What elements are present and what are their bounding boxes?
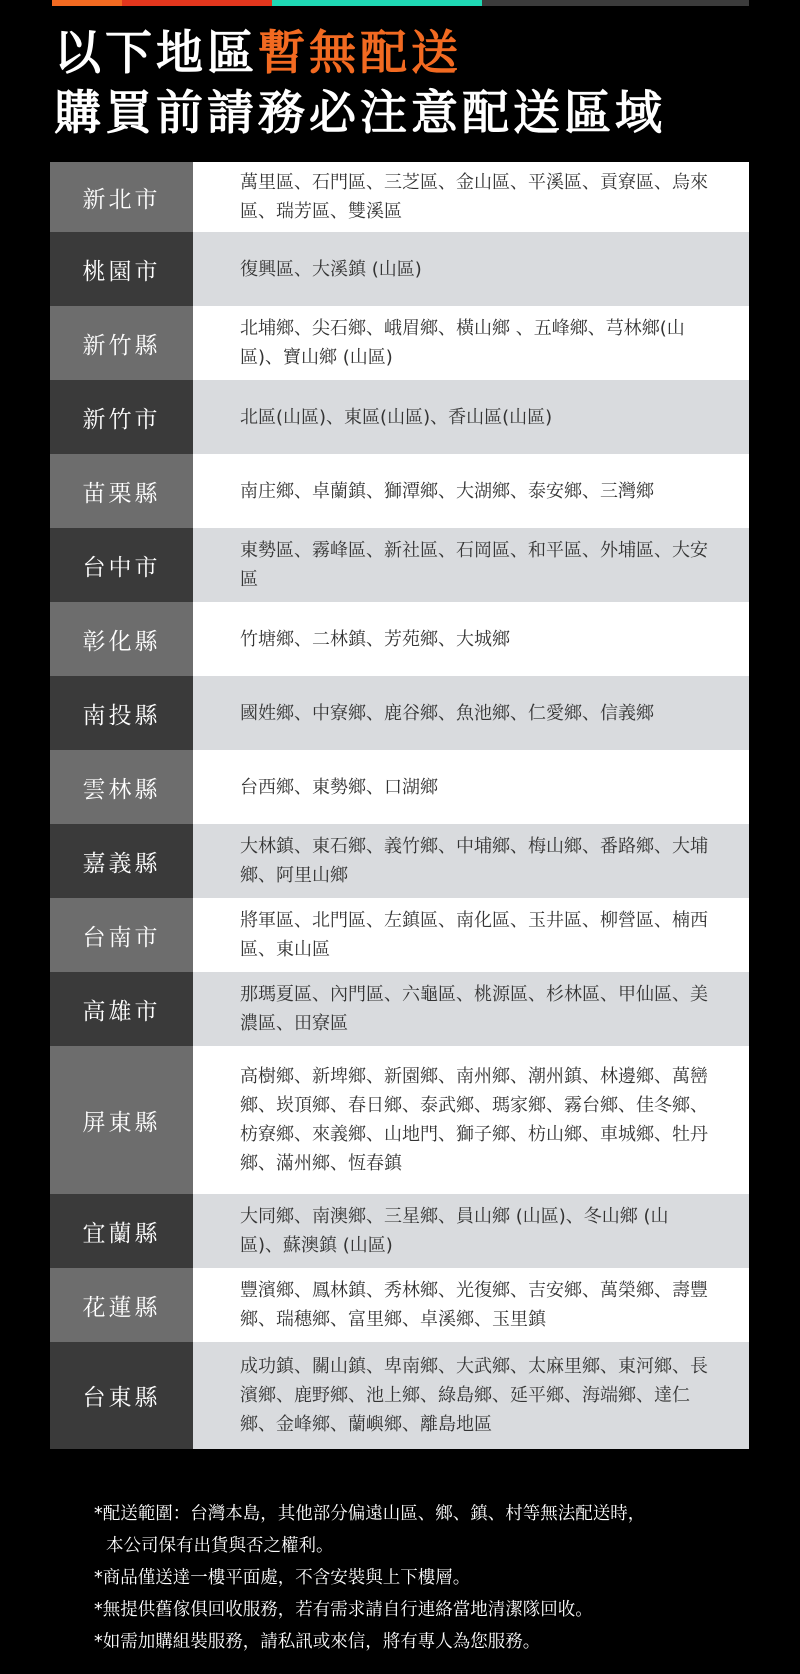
region-city: 新竹縣	[50, 306, 193, 380]
top-bar-segment	[122, 0, 272, 6]
region-districts: 萬里區、石門區、三芝區、金山區、平溪區、貢寮區、烏來區、瑞芳區、雙溪區	[193, 162, 749, 232]
region-districts: 大林鎮、東石鄉、義竹鄉、中埔鄉、梅山鄉、番路鄉、大埔鄉、阿里山鄉	[193, 824, 749, 898]
region-row	[50, 750, 749, 824]
region-city: 桃園市	[50, 232, 193, 306]
region-districts: 高樹鄉、新埤鄉、新園鄉、南州鄉、潮州鎮、林邊鄉、萬巒鄉、崁頂鄉、春日鄉、泰武鄉、瑪家鄉、霧台鄉、佳冬鄉、枋寮鄉、來義鄉、山地門、獅子鄉、枋山鄉、車城鄉、牡丹鄉、滿州鄉、恆春鎮	[193, 1046, 749, 1194]
region-city: 高雄市	[50, 972, 193, 1046]
region-city: 宜蘭縣	[50, 1194, 193, 1268]
region-city: 雲林縣	[50, 750, 193, 824]
region-districts: 大同鄉、南澳鄉、三星鄉、員山鄉 (山區)、冬山鄉 (山區)、蘇澳鎮 (山區)	[193, 1194, 749, 1268]
title-line-1	[54, 24, 754, 84]
region-row	[50, 1194, 749, 1268]
region-districts: 將軍區、北門區、左鎮區、南化區、玉井區、柳營區、楠西區、東山區	[193, 898, 749, 972]
top-color-bar	[52, 0, 749, 6]
region-districts: 國姓鄉、中寮鄉、鹿谷鄉、魚池鄉、仁愛鄉、信義鄉	[193, 676, 749, 750]
region-row	[50, 162, 749, 232]
region-city: 新北市	[50, 162, 193, 232]
region-districts: 豐濱鄉、鳳林鎮、秀林鄉、光復鄉、吉安鄉、萬榮鄉、壽豐鄉、瑞穗鄉、富里鄉、卓溪鄉、玉里鎮	[193, 1268, 749, 1342]
region-row	[50, 1046, 749, 1194]
top-bar-segment	[272, 0, 482, 6]
region-row	[50, 232, 749, 306]
region-row	[50, 1342, 749, 1449]
region-row	[50, 824, 749, 898]
note-line: *配送範圍：台灣本島，其他部分偏遠山區、鄉、鎮、村等無法配送時，	[94, 1504, 646, 1524]
note-line: *商品僅送達一樓平面處，不含安裝與上下樓層。	[94, 1568, 471, 1588]
region-row	[50, 306, 749, 380]
top-bar-segment	[52, 0, 122, 6]
region-city: 屏東縣	[50, 1046, 193, 1194]
delivery-notes	[94, 1498, 734, 1658]
region-city: 苗栗縣	[50, 454, 193, 528]
region-city: 嘉義縣	[50, 824, 193, 898]
region-districts: 南庄鄉、卓蘭鎮、獅潭鄉、大湖鄉、泰安鄉、三灣鄉	[193, 454, 749, 528]
title-line-2: 購買前請務必注意配送區域	[54, 86, 666, 141]
region-districts: 竹塘鄉、二林鎮、芳苑鄉、大城鄉	[193, 602, 749, 676]
region-city: 新竹市	[50, 380, 193, 454]
region-row	[50, 380, 749, 454]
title-prefix: 以下地區	[54, 26, 258, 81]
region-row	[50, 676, 749, 750]
region-city: 南投縣	[50, 676, 193, 750]
note-line: 本公司保有出貨與否之權利。	[106, 1536, 334, 1556]
region-city: 花蓮縣	[50, 1268, 193, 1342]
region-districts: 北區(山區)、東區(山區)、香山區(山區)	[193, 380, 749, 454]
note-line: *無提供舊傢俱回收服務，若有需求請自行連絡當地清潔隊回收。	[94, 1600, 593, 1620]
region-districts: 復興區、大溪鎮 (山區)	[193, 232, 749, 306]
region-city: 台東縣	[50, 1342, 193, 1449]
region-districts: 那瑪夏區、內門區、六龜區、桃源區、杉林區、甲仙區、美濃區、田寮區	[193, 972, 749, 1046]
region-row	[50, 528, 749, 602]
region-districts: 台西鄉、東勢鄉、口湖鄉	[193, 750, 749, 824]
region-row	[50, 972, 749, 1046]
region-city: 台中市	[50, 528, 193, 602]
page-title	[54, 24, 754, 144]
region-city: 彰化縣	[50, 602, 193, 676]
title-highlight: 暫無配送	[258, 26, 462, 81]
region-districts: 成功鎮、關山鎮、卑南鄉、大武鄉、太麻里鄉、東河鄉、長濱鄉、鹿野鄉、池上鄉、綠島鄉、延平鄉、海端鄉、達仁鄉、金峰鄉、蘭嶼鄉、離島地區	[193, 1342, 749, 1449]
region-city: 台南市	[50, 898, 193, 972]
no-delivery-region-table	[50, 162, 749, 1449]
region-row	[50, 1268, 749, 1342]
region-row	[50, 602, 749, 676]
note-line: *如需加購組裝服務，請私訊或來信，將有專人為您服務。	[94, 1632, 541, 1652]
region-row	[50, 898, 749, 972]
region-districts: 東勢區、霧峰區、新社區、石岡區、和平區、外埔區、大安區	[193, 528, 749, 602]
top-bar-segment	[482, 0, 749, 6]
region-row	[50, 454, 749, 528]
region-districts: 北埔鄉、尖石鄉、峨眉鄉、橫山鄉 、五峰鄉、芎林鄉(山區)、寶山鄉 (山區)	[193, 306, 749, 380]
